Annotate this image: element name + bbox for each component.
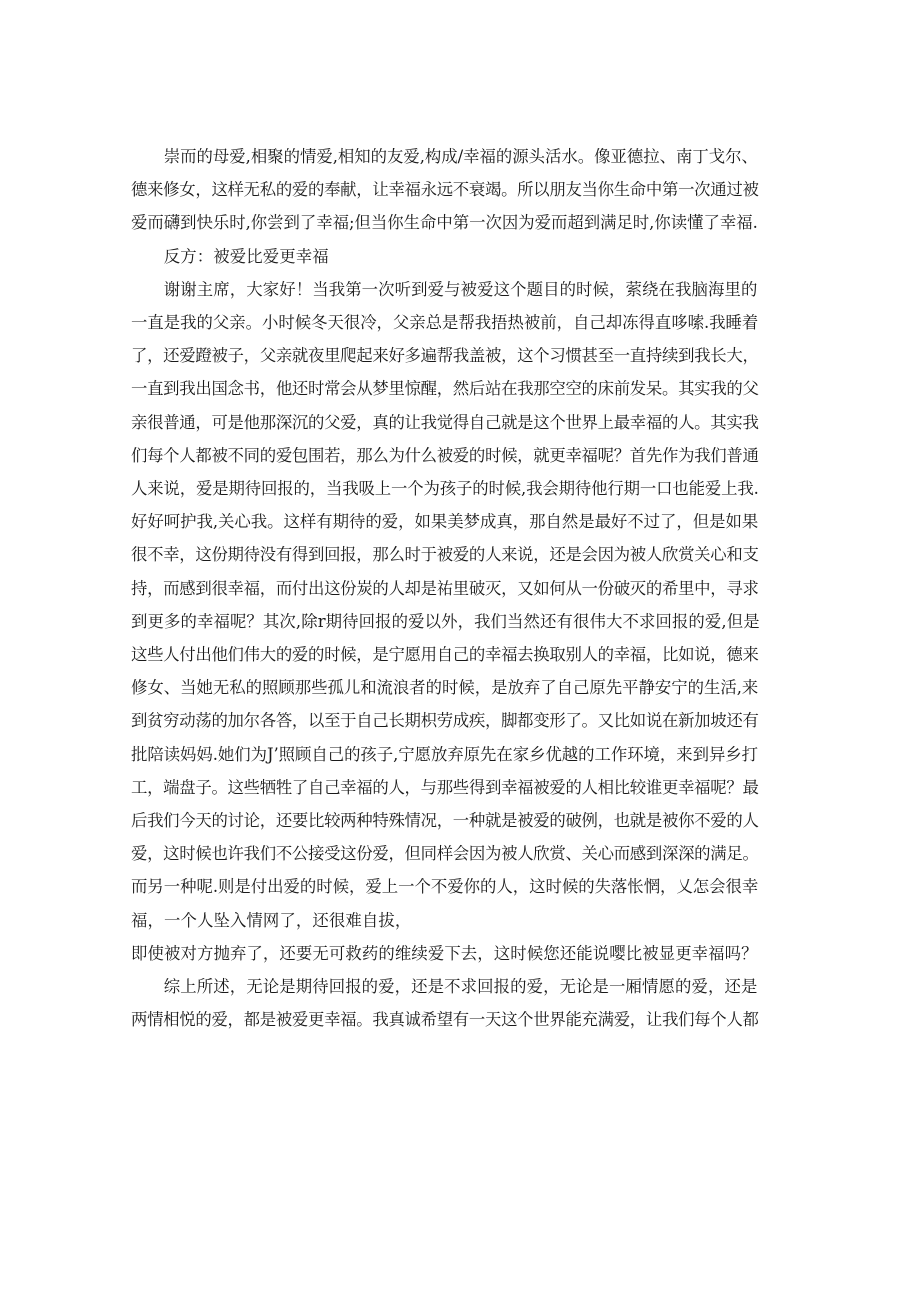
text-line: 反方：被爱比爱更幸福 <box>163 246 329 266</box>
text-line: 很不幸，这份期待没有得到回报，那么时于被爱的人来说，还是会因为被人欣赏关心和支 <box>131 545 759 565</box>
text-line: 两情相悦的爱，都是被爱更幸福。我真诚希望有一天这个世界能充满爱，让我们每个人都 <box>131 1010 759 1030</box>
text-line: 好好呵护我,关心我。这样有期待的爱，如果美梦成真，那自然是最好不过了，但是如果 <box>131 512 759 532</box>
paragraph-p4 <box>131 937 795 970</box>
text-line: 到更多的幸福呢？其次,除r期待回报的爱以外，我们当然还有很伟大不求回报的爱,但是 <box>131 611 760 631</box>
text-line: 爱，这时候也许我们不公接受这份爱，但同样会因为被人欣赏、关心而感到深深的满足。 <box>131 844 759 864</box>
text-line: 这些人付出他们伟大的爱的时候，是宁愿用自己的幸福去换取别人的幸福，比如说，德来 <box>131 645 759 665</box>
text-line: 爱而礴到快乐时,你尝到了幸福;但当你生命中第一次因为爱而超到满足时,你读懂了幸福. <box>131 213 758 233</box>
text-line: 持，而感到很幸福，而付出这份炭的人却是祐里破灭，又如何从一份破灭的希里中，寻求 <box>131 578 759 598</box>
text-line: 亲很普通，可是他那深沉的父爱，真的让我觉得自己就是这个世界上最幸福的人。其实我 <box>131 412 759 432</box>
text-line: 综上所述，无论是期待回报的爱，还是不求回报的爱，无论是一厢情愿的爱，还是 <box>163 977 758 997</box>
text-line: 们每个人都被不同的爱包围若，那么为什么被爱的时候，就更幸福呢？首先作为我们普通 <box>131 445 759 465</box>
text-line: 到贫穷动荡的加尔各答，以至于自己长期枳劳成疾，脚都变形了。又比如说在新加坡还有 <box>131 711 759 731</box>
text-line: 德来修女，这样无私的爱的奉献，让幸福永远不衰竭。所以朋友当你生命中第一次通过被 <box>131 180 759 200</box>
text-line: 崇而的母爱,相聚的情爱,相知的友爱,构成/幸福的源头活水。像亚德拉、南丁戈尔、 <box>163 147 758 166</box>
paragraph-p2 <box>131 240 795 273</box>
text-line: 而另一种呢.则是付出爱的时候，爱上一个不爱你的人，这时候的失落怅惘，乂怎会很幸 <box>131 877 759 897</box>
text-line: 福，一个人坠入情网了，还很难自拔， <box>131 910 412 930</box>
text-line: 后我们今天的讨论，还要比较两种特殊情况，一种就是被爱的破例，也就是被你不爱的人 <box>131 811 759 831</box>
text-line: 修女、当她无私的照顾那些孤儿和流浪者的时候，是放弃了自己原先平静安宁的生活,来 <box>131 678 759 698</box>
text-line: 一直到我出国念书，他还时常会从梦里惊醒，然后站在我那空空的床前发呆。其实我的父 <box>131 379 759 399</box>
text-line: 批陪读妈妈.她们为J’照顾自己的孩子,宁愿放弃原先在家乡优越的工作环境，来到异乡打 <box>131 744 759 764</box>
text-line: 工，端盘子。这些牺牲了自己幸福的人，与那些得到幸福被爱的人相比较谁更幸福呢？最 <box>131 777 759 797</box>
paragraph-p1 <box>131 140 795 240</box>
document-body <box>131 140 795 1036</box>
paragraph-p3 <box>131 273 795 937</box>
text-line: 一直是我的父亲。小时候冬天很冷，父亲总是帮我捂热被前，自己却冻得直哆嗦.我睡着 <box>131 313 759 333</box>
text-line: 了，还爱蹬被子，父亲就夜里爬起来好多遍帮我盖被，这个习惯甚至一直持续到我长大， <box>131 346 759 366</box>
text-line: 人来说，爱是期待回报的，当我吸上一个为孩子的时候,我会期待他行期一口也能爱上我. <box>131 479 759 499</box>
paragraph-p5 <box>131 970 795 1036</box>
text-line: 即使被对方抛弃了，还要无可救药的维续爱下去，这时候您还能说嘤比被显更幸福吗？ <box>131 943 758 963</box>
text-line: 谢谢主席，大家好！当我第一次听到爱与被爱这个题目的时候，萦绕在我脑海里的 <box>163 279 758 299</box>
